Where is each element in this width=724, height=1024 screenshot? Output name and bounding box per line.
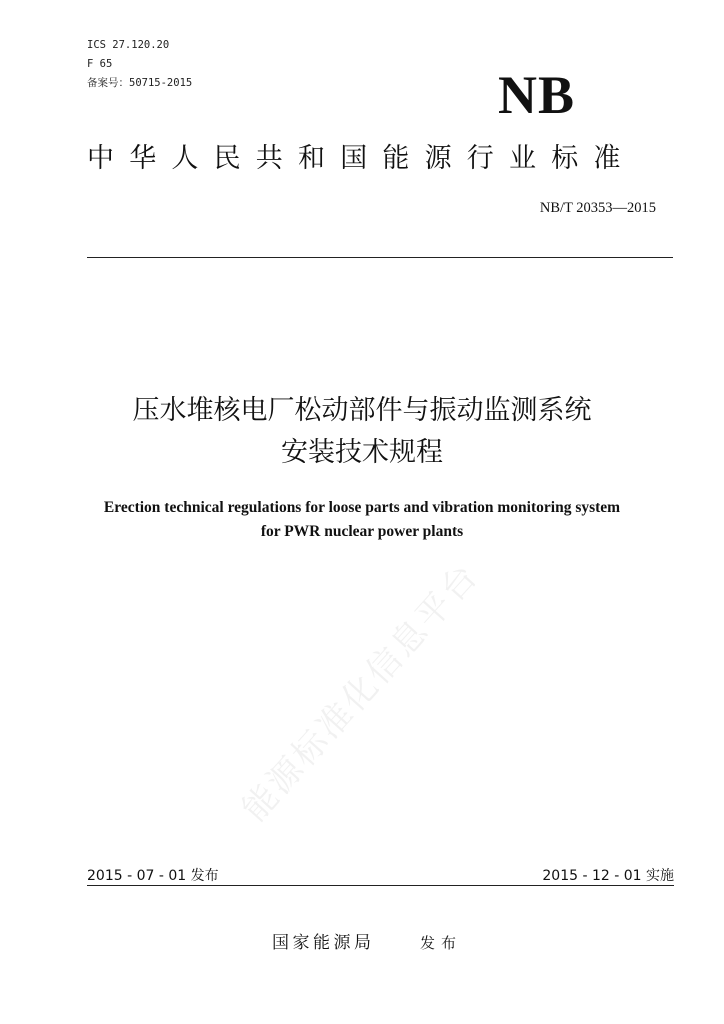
- header-divider: [87, 257, 673, 258]
- publish-label: 发布: [420, 934, 463, 952]
- english-title-line-1: Erection technical regulations for loose parts and vibration monitoring system: [103, 499, 621, 516]
- watermark: 能源标准化信息平台: [234, 555, 488, 830]
- issue-date: 2015 - 07 - 01 发布: [87, 868, 219, 884]
- date-divider: [87, 885, 674, 886]
- nb-logo: NB: [498, 65, 576, 125]
- publisher-name: 国家能源局: [272, 933, 375, 953]
- record-number: 备案号：50715-2015: [87, 77, 193, 89]
- ics-code: ICS 27.120.20: [87, 39, 170, 51]
- chinese-title-line-1: 压水堆核电厂松动部件与振动监测系统: [132, 395, 592, 426]
- implementation-date: 2015 - 12 - 01 实施: [542, 868, 674, 884]
- standard-number: NB/T 20353—2015: [539, 200, 656, 216]
- chinese-title-line-2: 安装技术规程: [281, 437, 443, 468]
- standard-type-heading: 中华人民共和国能源行业标准: [87, 143, 636, 174]
- classification-code: F 65: [87, 58, 113, 70]
- english-title-line-2: for PWR nuclear power plants: [260, 523, 464, 540]
